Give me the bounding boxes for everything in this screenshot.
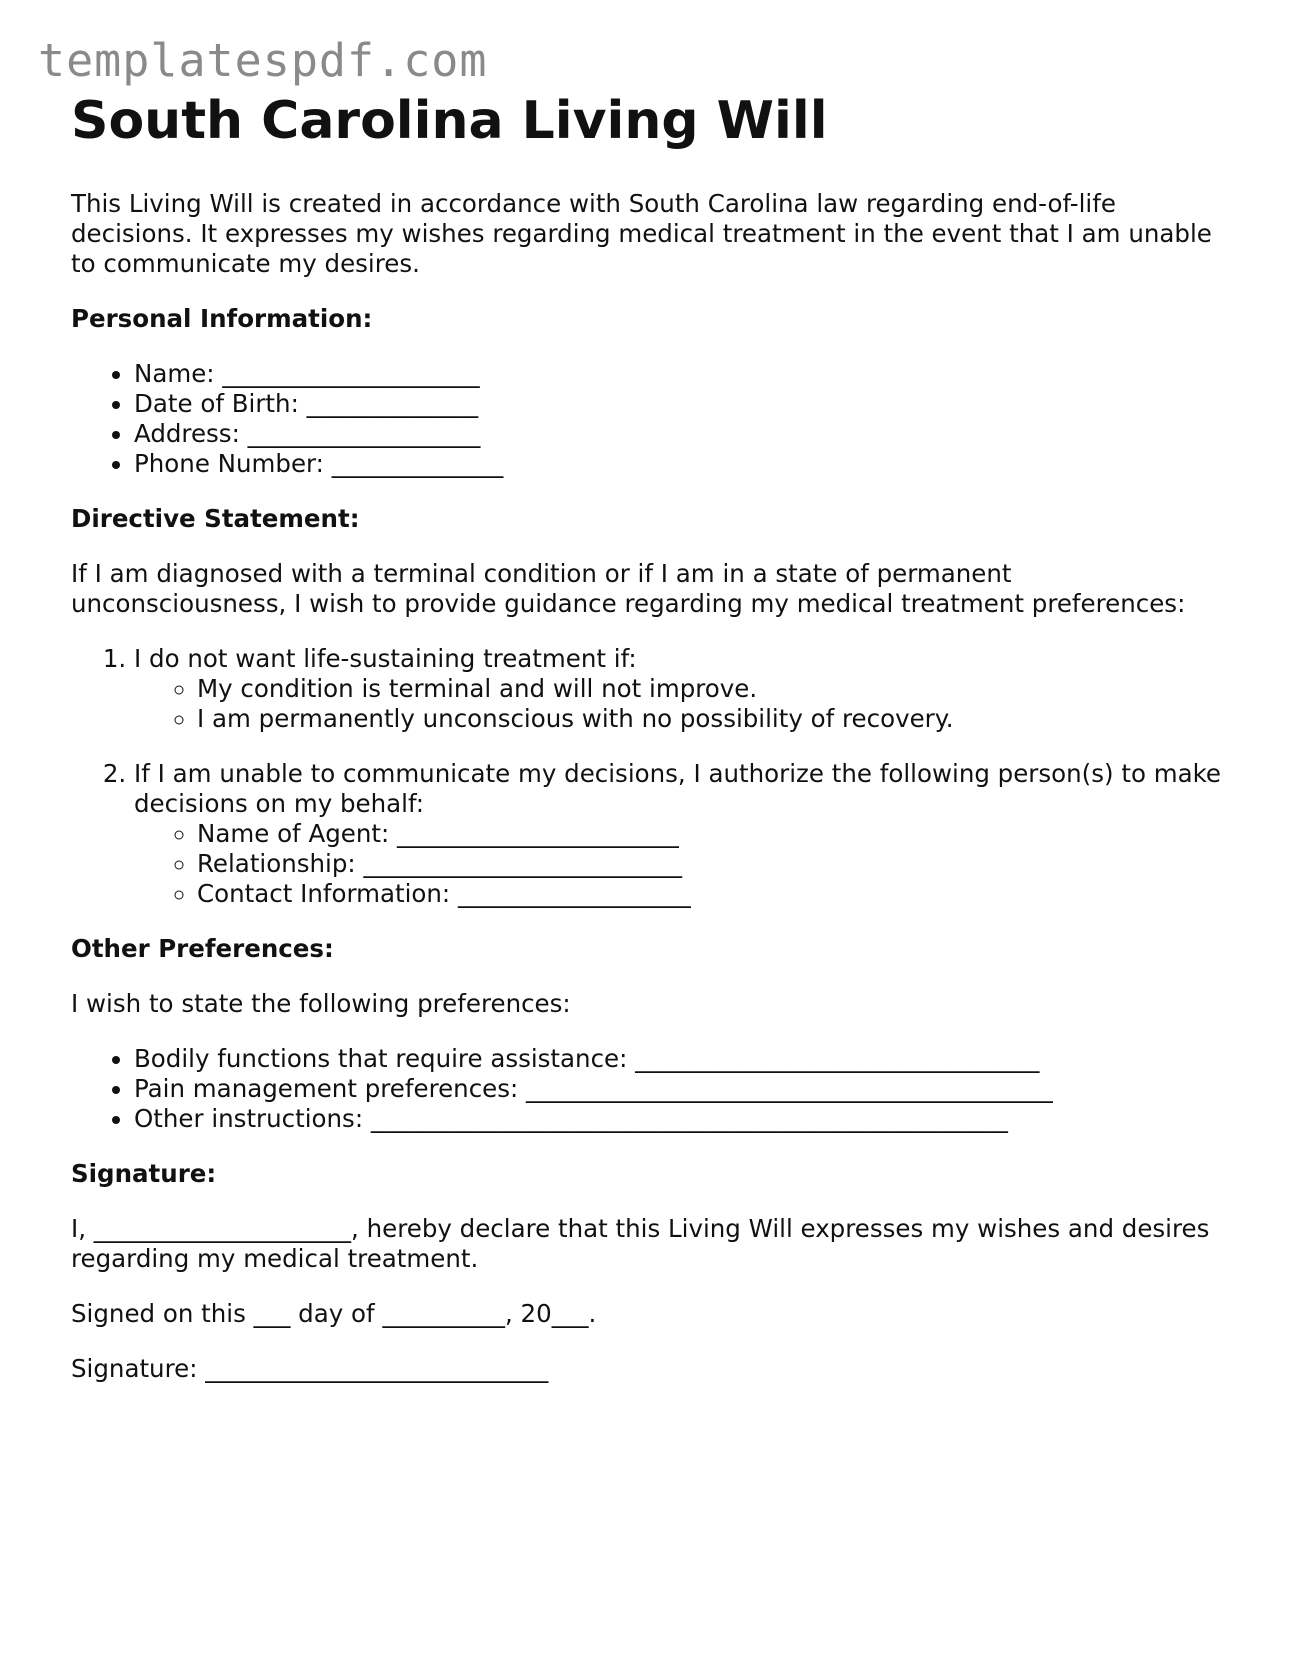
personal-info-heading: Personal Information: — [71, 304, 373, 333]
directive-paragraph: If I am diagnosed with a terminal condition or if I am in a state of permanent unconsciousness, I wish to provide guidance regarding my medical treatment preferences: — [71, 559, 1186, 618]
directive-item-2 — [134, 759, 1231, 909]
personal-info-list — [71, 359, 1231, 479]
directive-item-1-sublist — [134, 674, 1231, 734]
signature-line[interactable]: Signature: ____________________________ — [71, 1354, 549, 1383]
agent-name-field[interactable]: ◦ Name of Agent: _______________________ — [197, 819, 1231, 849]
signature-declaration[interactable]: I, _____________________, hereby declare that this Living Will expresses my wishes and desires regarding my medical treatment. — [71, 1214, 1210, 1273]
signature-heading: Signature: — [71, 1159, 217, 1188]
directive-item-2-text: If I am unable to communicate my decisions, I authorize the following person(s) to make decisions on my behalf: — [134, 759, 1221, 818]
other-preferences-heading: Other Preferences: — [71, 934, 334, 963]
dob-field[interactable]: • Date of Birth: ______________ — [134, 389, 1231, 419]
directive-item-1-text: I do not want life-sustaining treatment if: — [134, 644, 637, 673]
directive-item-2-sublist — [134, 819, 1231, 909]
intro-paragraph: This Living Will is created in accordance with South Carolina law regarding end-of-life decisions. It expresses my wishes regarding medical treatment in the event that I am unable to communicate my desires. — [71, 189, 1212, 278]
address-field[interactable]: • Address: ___________________ — [134, 419, 1231, 449]
other-preferences-list — [71, 1044, 1231, 1134]
agent-relationship-field[interactable]: ◦ Relationship: __________________________ — [197, 849, 1231, 879]
name-field[interactable]: • Name: _____________________ — [134, 359, 1231, 389]
directive-heading: Directive Statement: — [71, 504, 360, 533]
watermark: templatespdf.com — [38, 34, 488, 87]
pain-management-field[interactable]: • Pain management preferences: ___________________________________________ — [134, 1074, 1231, 1104]
bodily-functions-field[interactable]: • Bodily functions that require assistance: _________________________________ — [134, 1044, 1231, 1074]
document-body — [71, 88, 1231, 1409]
directive-condition-unconscious: ◦ I am permanently unconscious with no possibility of recovery. — [197, 704, 1231, 734]
other-preferences-paragraph: I wish to state the following preferences: — [71, 989, 571, 1018]
directive-condition-terminal: ◦ My condition is terminal and will not improve. — [197, 674, 1231, 704]
agent-contact-field[interactable]: ◦ Contact Information: ___________________ — [197, 879, 1231, 909]
page-title: South Carolina Living Will — [71, 91, 828, 151]
directive-item-1 — [134, 644, 1231, 734]
signed-on-line[interactable]: Signed on this ___ day of __________, 20___. — [71, 1299, 597, 1328]
other-instructions-field[interactable]: • Other instructions: ____________________________________________________ — [134, 1104, 1231, 1134]
directive-list — [71, 644, 1231, 909]
phone-field[interactable]: • Phone Number: ______________ — [134, 449, 1231, 479]
